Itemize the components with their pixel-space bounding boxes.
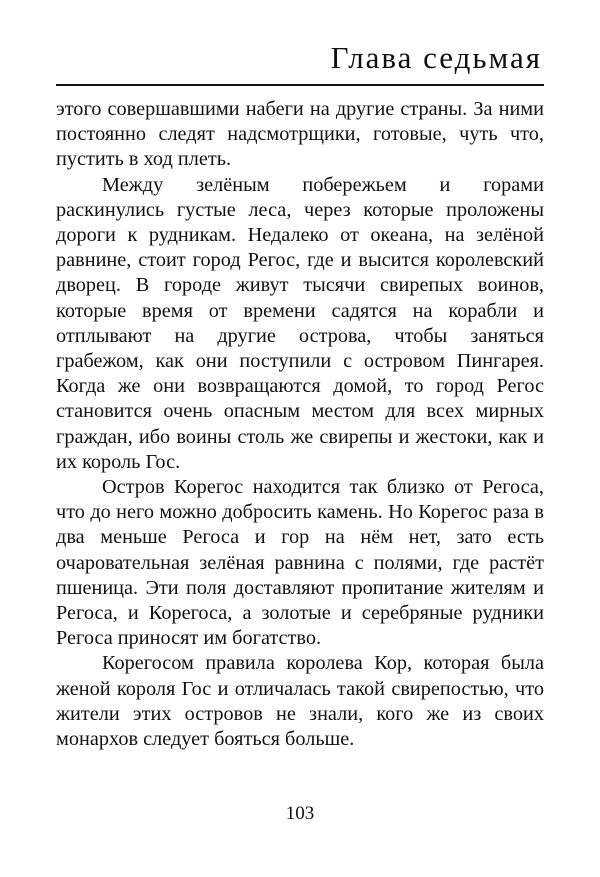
header-rule [56, 84, 544, 86]
paragraph-continuation: этого совершавшими набеги на другие страны. За ними постоянно следят надсмотрщики, готовые, чуть что, пустить в ход плеть. [56, 98, 544, 171]
paragraph-island-coregos: Остров Корегос находится так близко от Регоса, что до него можно добросить камень. Но Корегос раза в два меньше Регоса и гор на нём нет, зато есть очаровательная зелёная равнина с полями, где растёт пшеница. Эти поля доставляют пропитание жителям и Регоса, и Корегоса, а золотые и серебряные рудники Регоса приносят им богатство. [56, 476, 544, 650]
page-number: 103 [285, 803, 315, 824]
paragraph-queen-kor: Корегосом правила королева Кор, которая была женой короля Гос и отличалась такой свирепостью, что жители этих островов не знали, кого же из своих монархов следует бояться больше. [56, 652, 544, 751]
paragraph-forests-regos: Между зелёным побережьем и горами раскинулись густые леса, через которые проложены дороги к рудникам. Недалеко от океана, на зелёной равнине, стоит город Регос, где и высится королевский дворец. В городе живут тысячи свирепых воинов, которые время от времени садятся на корабли и отплывают на другие острова, чтобы заняться грабежом, как они поступили с островом Пингарея. Когда же они возвращаются домой, то город Регос становится очень опасным местом для всех мирных граждан, ибо воины столь же свирепы и жестоки, как и их король Гос. [56, 173, 544, 473]
body-text [56, 97, 544, 752]
chapter-title: Глава седьмая [330, 40, 542, 75]
